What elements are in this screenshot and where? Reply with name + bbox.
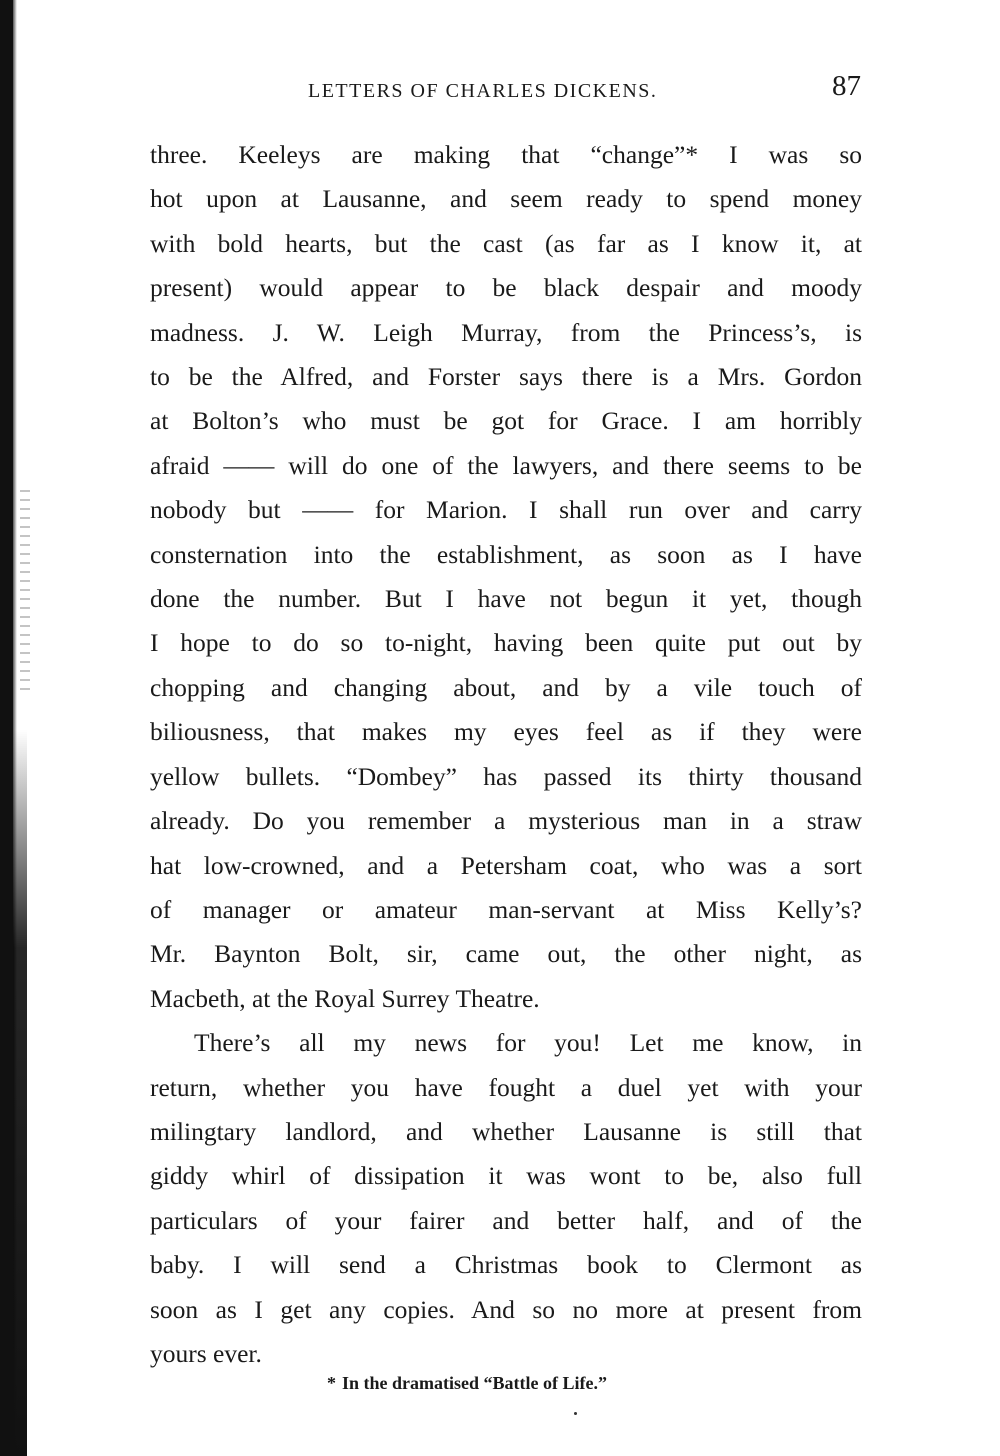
binding-edge xyxy=(0,0,13,1456)
text-line: yellow bullets. “Dombey” has passed its thirty thousand xyxy=(150,761,862,791)
text-line: hat low-crowned, and a Petersham coat, who was a sort xyxy=(150,850,862,880)
text-line: milingtary landlord, and whether Lausanne is still that xyxy=(150,1116,862,1146)
text-line: soon as I get any copies. And so no more at present from xyxy=(150,1294,862,1324)
running-title: LETTERS OF CHARLES DICKENS. xyxy=(308,80,658,102)
paragraph-2 xyxy=(150,1021,862,1376)
text-line: I hope to do so to-night, having been quite put out by xyxy=(150,628,862,658)
text-line: biliousness, that makes my eyes feel as if they were xyxy=(150,717,862,747)
print-speck xyxy=(574,1412,577,1415)
text-line: with bold hearts, but the cast (as far as I know it, at xyxy=(150,228,862,258)
text-line: consternation into the establishment, as soon as I have xyxy=(150,539,862,569)
running-head xyxy=(150,70,865,106)
text-line: chopping and changing about, and by a vile touch of xyxy=(150,672,862,702)
text-line: afraid —— will do one of the lawyers, and there seems to be xyxy=(150,450,862,480)
text-line: three. Keeleys are making that “change”* I was so xyxy=(150,140,862,169)
text-line: Macbeth, at the Royal Surrey Theatre. xyxy=(150,983,540,1013)
text-line: return, whether you have fought a duel yet with your xyxy=(150,1072,862,1102)
paragraph-1 xyxy=(150,133,862,1021)
text-line: to be the Alfred, and Forster says there is a Mrs. Gordon xyxy=(150,362,862,392)
binding-shadow xyxy=(13,730,27,1456)
text-line: of manager or amateur man-servant at Miss Kelly’s? xyxy=(150,894,862,924)
text-line: There’s all my news for you! Let me know, in xyxy=(194,1028,862,1058)
text-line: particulars of your fairer and better half, and of the xyxy=(150,1205,862,1235)
text-line: Mr. Baynton Bolt, sir, came out, the other night, as xyxy=(150,939,862,969)
footnote xyxy=(327,1373,607,1394)
page-number: 87 xyxy=(832,70,861,102)
text-line: already. Do you remember a mysterious man in a straw xyxy=(150,806,862,836)
scan-specks xyxy=(20,490,30,690)
text-line: madness. J. W. Leigh Murray, from the Princess’s, is xyxy=(150,317,862,347)
footnote-marker: * xyxy=(327,1373,336,1393)
text-line: hot upon at Lausanne, and seem ready to spend money xyxy=(150,184,862,214)
footnote-text: In the dramatised “Battle of Life.” xyxy=(342,1373,607,1393)
text-line: giddy whirl of dissipation it was wont to be, also full xyxy=(150,1161,862,1191)
text-line: at Bolton’s who must be got for Grace. I am horribly xyxy=(150,406,862,436)
body-text xyxy=(150,133,862,1376)
text-line: yours ever. xyxy=(150,1338,262,1368)
text-line: baby. I will send a Christmas book to Clermont as xyxy=(150,1250,862,1280)
text-line: nobody but —— for Marion. I shall run over and carry xyxy=(150,495,862,525)
text-line: done the number. But I have not begun it yet, though xyxy=(150,584,862,614)
text-line: present) would appear to be black despair and moody xyxy=(150,273,862,303)
